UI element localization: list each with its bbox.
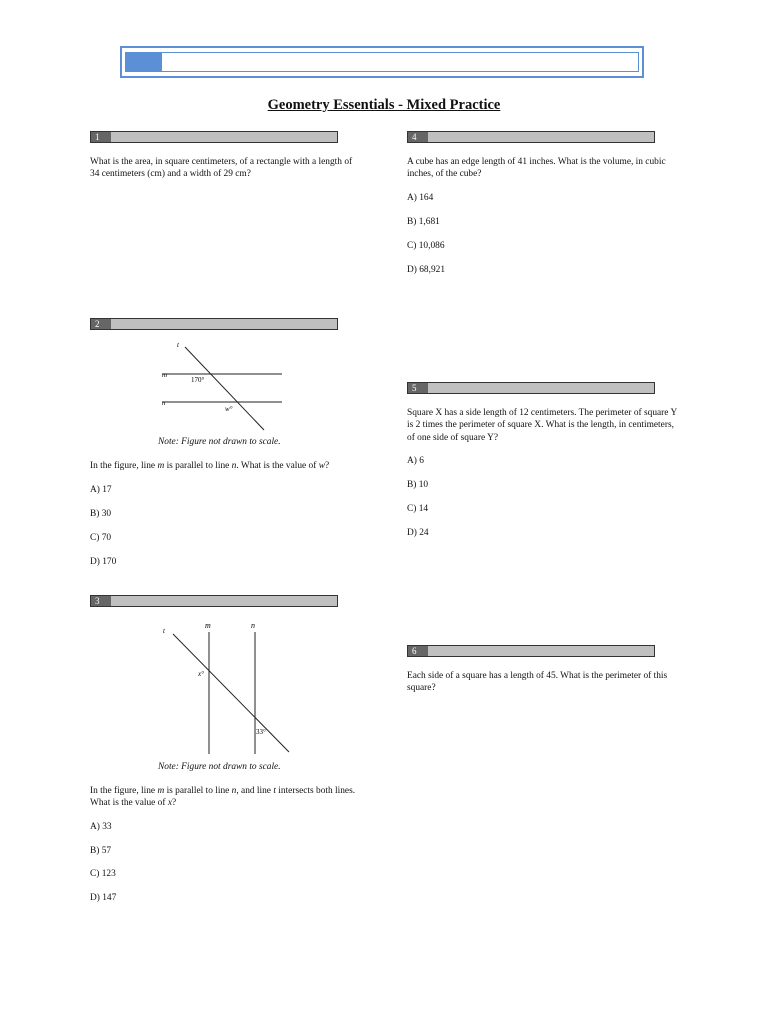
answer-choice-b[interactable]: B) 1,681	[407, 217, 440, 227]
line-m-label: m	[162, 371, 168, 379]
text-part: intersects both lines. What is the value of	[90, 786, 356, 809]
question-header-3	[90, 595, 338, 607]
answer-choice-a[interactable]: A) 17	[90, 485, 112, 495]
question-header-6	[407, 645, 655, 657]
question-text: What is the area, in square centimeters, of a rectangle with a length of 34 centimeters (cm) and a width of 29 cm?	[90, 157, 353, 180]
text-var: m	[157, 461, 165, 471]
question-header-1	[90, 131, 338, 143]
question-header-5	[407, 382, 655, 394]
text-part: In the figure, line	[90, 786, 158, 796]
angle-w-label: w°	[225, 405, 233, 413]
answer-choice-d[interactable]: D) 24	[407, 528, 429, 538]
answer-choice-c[interactable]: C) 14	[407, 504, 429, 514]
answer-choice-b[interactable]: B) 30	[90, 509, 112, 519]
text-part: , and line	[236, 786, 274, 796]
question-number: 3	[91, 596, 111, 606]
text-part: ?	[324, 461, 330, 471]
text-var: n	[231, 786, 237, 796]
question-number: 5	[408, 383, 428, 393]
answer-choice-d[interactable]: D) 170	[90, 557, 117, 567]
question-header-4	[407, 131, 655, 143]
progress-fill	[126, 53, 162, 71]
progress-track	[125, 52, 639, 72]
text-part: ?	[172, 798, 177, 809]
figure-note: Note: Figure not drawn to scale.	[158, 762, 281, 772]
question-header-2	[90, 318, 338, 330]
line-t-label: t	[177, 341, 179, 349]
answer-choice-d[interactable]: D) 147	[90, 893, 117, 903]
text-var: m	[157, 786, 165, 796]
line-m-label: m	[205, 621, 211, 630]
line-n-label: n	[162, 399, 166, 407]
text-part: In the figure, line	[90, 461, 158, 471]
question-text: Square X has a side length of 12 centimeters. The perimeter of square Y is 2 times the perimeter of square X. What is the length, in centimeters, of one side of square Y?	[407, 408, 677, 443]
angle-x-label: x°	[198, 670, 204, 678]
angle-33-label: 33°	[256, 728, 266, 736]
question-number: 1	[91, 132, 111, 142]
answer-choice-a[interactable]: A) 164	[407, 193, 434, 203]
page-title: Geometry Essentials - Mixed Practice	[267, 97, 501, 113]
question-number: 4	[408, 132, 428, 142]
text-var: n	[231, 461, 237, 471]
transversal-figure	[158, 620, 292, 756]
figure-note: Note: Figure not drawn to scale.	[158, 437, 281, 447]
text-part: is parallel to line	[164, 786, 232, 796]
answer-choice-c[interactable]: C) 70	[90, 533, 112, 543]
angle-170-label: 170°	[191, 376, 205, 384]
text-var: t	[273, 786, 276, 796]
question-number: 6	[408, 646, 428, 656]
question-text	[90, 460, 360, 472]
line-t-label: t	[163, 627, 165, 635]
answer-choice-c[interactable]: C) 123	[90, 869, 116, 879]
text-part: is parallel to line	[164, 461, 232, 471]
question-number: 2	[91, 319, 111, 329]
answer-choice-b[interactable]: B) 10	[407, 480, 429, 490]
text-part: . What is the value of	[236, 461, 319, 471]
answer-choice-a[interactable]: A) 6	[407, 456, 424, 466]
answer-choice-d[interactable]: D) 68,921	[407, 265, 446, 275]
progress-bar	[120, 46, 644, 78]
answer-choice-a[interactable]: A) 33	[90, 822, 112, 832]
question-text: Each side of a square has a length of 45. What is the perimeter of this square?	[407, 671, 668, 694]
text-var: x	[167, 798, 173, 809]
parallel-lines-figure	[158, 340, 292, 432]
line-n-label: n	[251, 621, 255, 630]
question-text: A cube has an edge length of 41 inches. What is the volume, in cubic inches, of the cube?	[407, 157, 666, 180]
answer-choice-c[interactable]: C) 10,086	[407, 241, 445, 251]
text-var: w	[318, 461, 325, 471]
question-text	[90, 785, 360, 810]
answer-choice-b[interactable]: B) 57	[90, 846, 112, 856]
